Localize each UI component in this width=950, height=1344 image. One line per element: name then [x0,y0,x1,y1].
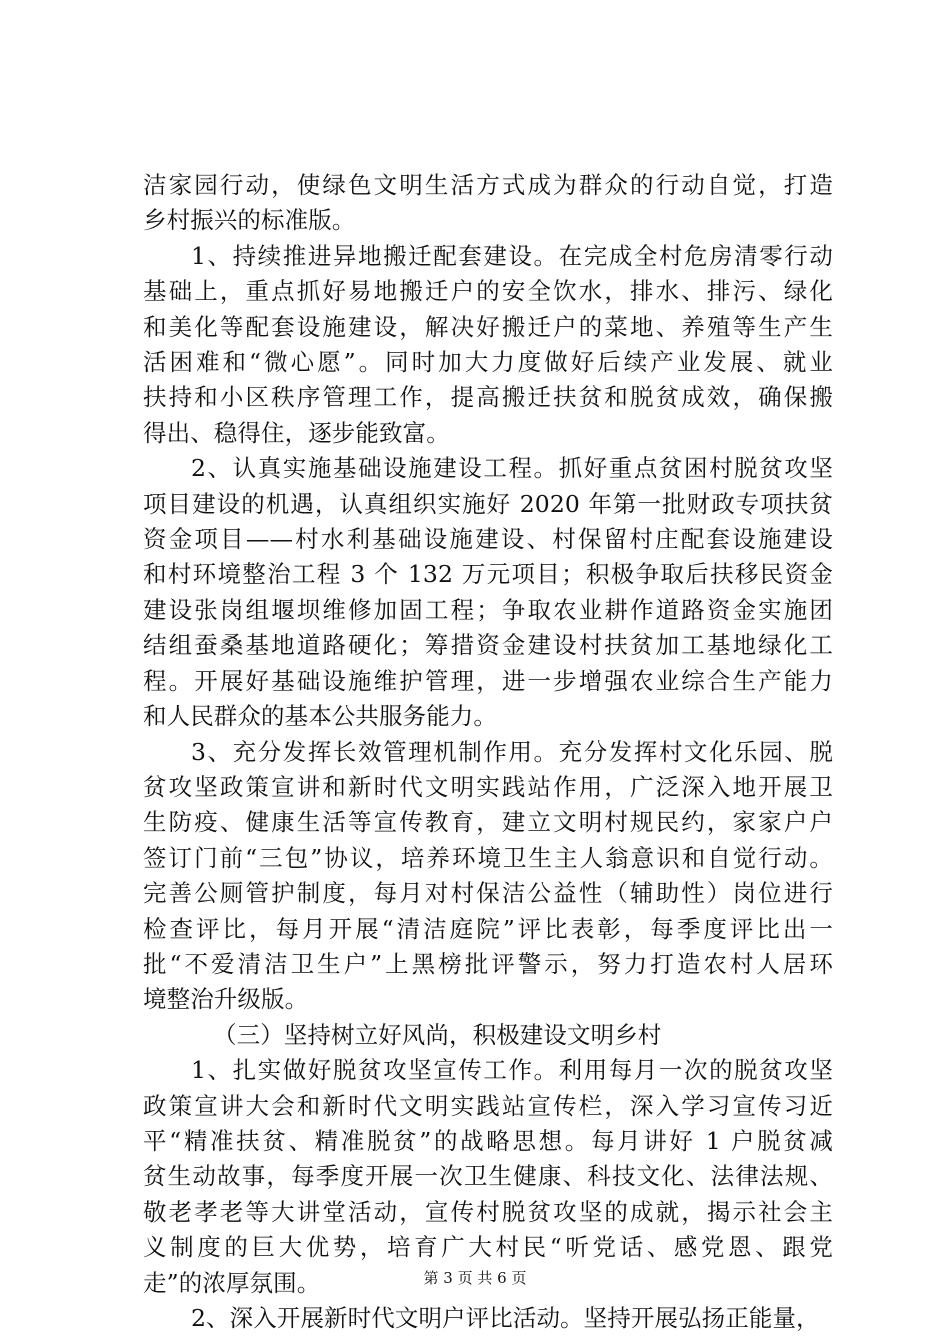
text-line: 1、持续推进异地搬迁配套建设。在完成全村危房清零行动 [191,241,833,270]
text-line: 2、认真实施基础设施建设工程。抓好重点贫困村脱贫攻坚 [191,454,833,483]
text-line: 建设张岗组堰坝维修加固工程；争取农业耕作道路资金实施团 [143,595,833,624]
text-line: 完善公厕管护制度，每月对村保洁公益性（辅助性）岗位进行 [143,879,833,908]
text-line: 洁家园行动，使绿色文明生活方式成为群众的行动自觉，打造 [143,171,833,199]
text-line: 贫攻坚政策宣讲和新时代文明实践站作用，广泛深入地开展卫 [143,772,833,801]
text-line: 敬老孝老等大讲堂活动，宣传村脱贫攻坚的成就，揭示社会主 [143,1197,833,1226]
text-line: 3、充分发挥长效管理机制作用。充分发挥村文化乐园、脱 [191,737,833,766]
text-line: 扶持和小区秩序管理工作，提高搬迁扶贫和脱贫成效，确保搬 [143,383,833,412]
paragraph-infrastructure [143,451,833,734]
text-line: 政策宣讲大会和新时代文明实践站宣传栏，深入学习宣传习近 [143,1091,833,1120]
text-line: 签订门前“三包”协议，培养环境卫生主人翁意识和自觉行动。 [143,843,833,872]
text-line: 义制度的巨大优势，培育广大村民“听党话、感党恩、跟党 [143,1233,833,1262]
document-body [143,168,833,1336]
text-line: 项目建设的机遇，认真组织实施好 2020 年第一批财政专项扶贫 [143,489,833,518]
text-line: 活困难和“微心愿”。同时加大力度做好后续产业发展、就业 [143,348,833,377]
text-line: 乡村振兴的标准版。 [143,206,356,235]
text-line: 走”的浓厚氛围。 [143,1268,321,1297]
paragraph-publicity [143,1053,833,1301]
page-number: 第 3 页 共 6 页 [423,1269,527,1287]
text-line: 程。开展好基础设施维护管理，进一步增强农业综合生产能力 [143,666,833,695]
page-footer [0,1268,950,1288]
paragraph-management [143,735,833,1018]
text-line: 检查评比，每月开展“清洁庭院”评比表彰，每季度评比出一 [143,914,833,943]
text-line: 生防疫、健康生活等宣传教育，建立文明村规民约，家家户户 [143,808,833,837]
section-heading-text: （三）坚持树立好风尚，积极建设文明乡村 [213,1020,662,1049]
text-line: 和美化等配套设施建设，解决好搬迁户的菜地、养殖等生产生 [143,312,833,341]
paragraph-civilized-household [143,1301,833,1336]
text-line: 资金项目——村水利基础设施建设、村保留村庄配套设施建设 [143,525,833,554]
text-line: 结组蚕桑基地道路硬化；筹措资金建设村扶贫加工基地绿化工 [143,631,833,660]
text-line: 和村环境整治工程 3 个 132 万元项目；积极争取后扶移民资金 [143,560,833,589]
text-line: 贫生动故事，每季度开展一次卫生健康、科技文化、法律法规、 [143,1162,833,1191]
text-line: 1、扎实做好脱贫攻坚宣传工作。利用每月一次的脱贫攻坚 [191,1056,833,1085]
section-heading [143,1018,833,1053]
text-line: 和人民群众的基本公共服务能力。 [143,702,497,731]
text-line: 基础上，重点抓好易地搬迁户的安全饮水，排水、排污、绿化 [143,277,833,306]
text-line: 批“不爱清洁卫生户”上黑榜批评警示，努力打造农村人居环 [143,949,833,978]
paragraph-continuation [143,168,833,239]
text-line: 2、深入开展新时代文明户评比活动。坚持开展弘扬正能量， [191,1304,820,1332]
text-line: 境整治升级版。 [143,985,309,1014]
text-line: 平“精准扶贫、精准脱贫”的战略思想。每月讲好 1 户脱贫减 [143,1126,833,1155]
text-line: 得出、稳得住，逐步能致富。 [143,418,450,447]
paragraph-relocation [143,239,833,451]
